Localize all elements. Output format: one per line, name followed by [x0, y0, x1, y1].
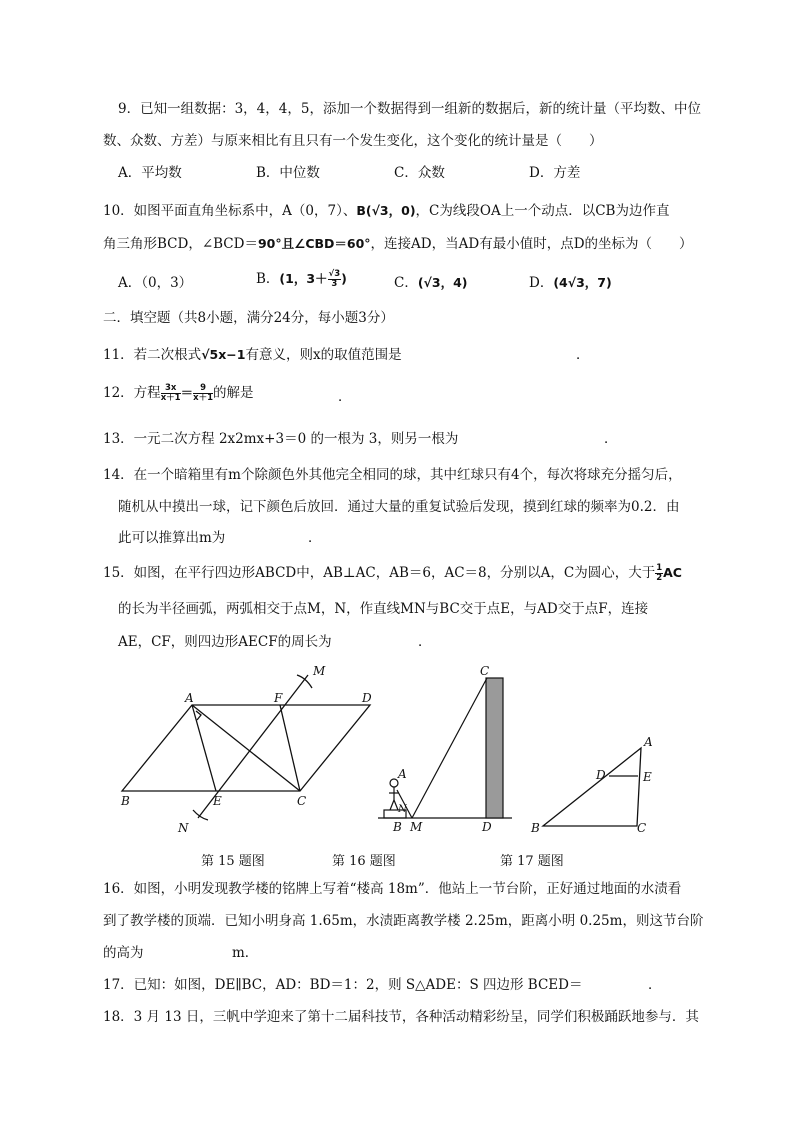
q10-line1-text: 10．如图平面直角坐标系中，A（0，7）、: [103, 203, 357, 219]
q11-end: ．: [576, 347, 590, 363]
q12-text: 12．方程: [103, 385, 161, 401]
fig15-diagram: [122, 675, 370, 820]
q10-line1-text2: ，C为线段OA上一个动点．以CB为边作直: [415, 203, 670, 219]
fig15-label-d: D: [362, 691, 372, 705]
fig17-label-e: E: [643, 770, 652, 784]
q17-line: 17．已知：如图，DE∥BC，AD：BD＝1：2，则 S△ADE：S 四边形 BCED＝: [103, 977, 583, 993]
fig16-person-leg1: [390, 800, 394, 810]
q15-frac-den: 2: [656, 573, 663, 583]
fig17-caption: 第 17 题图: [500, 854, 564, 869]
q10-option-a: A．（0，3）: [118, 275, 193, 291]
fig17-label-b: B: [531, 821, 540, 835]
fig16-label-m: M: [410, 820, 423, 834]
fig16-label-c: C: [480, 664, 490, 678]
q15-ac: AC: [663, 565, 682, 580]
q12-text2: 的解是: [213, 385, 254, 401]
q10-point-b: B(√3，0): [356, 203, 416, 218]
q9-line2: 数、众数、方差）与原来相比有且只有一个发生变化，这个变化的统计量是（ ）: [103, 133, 603, 149]
q13-end: ．: [604, 431, 618, 447]
q10-option-b-value: (1，3＋: [279, 271, 328, 286]
fig17-labels: [530, 735, 653, 835]
fig17-label-d: D: [596, 768, 606, 782]
q10-frac-num: √3: [328, 269, 341, 279]
q14-line2: 随机从中摸出一球，记下颜色后放回．通过大量的重复试验后发现，摸到红球的频率为0.2．由: [118, 499, 680, 515]
fig16-diagram: [378, 678, 512, 818]
q11-radical: √5x−1: [201, 347, 246, 362]
fig15-label-e: E: [213, 794, 222, 808]
q12-den2: x＋1: [193, 393, 214, 403]
fig17-triangle: [543, 748, 641, 826]
q10-option-b-label: B．: [256, 271, 280, 287]
fig17-diagram: [543, 748, 641, 826]
q14-line1: 14．在一个暗箱里有m个除颜色外其他完全相同的球，其中红球只有4个，每次将球充分摇匀后，: [103, 467, 682, 483]
q16-line2: 到了教学楼的顶端．已知小明身高 1.65m，水渍距离教学楼 2.25m，距离小明 0.25m，则这节台阶: [103, 913, 704, 929]
q12-den1: x＋1: [160, 393, 181, 403]
q12-end: ．: [338, 389, 352, 405]
fig15-caption: 第 15 题图: [201, 854, 265, 869]
fig16-caption: 第 16 题图: [332, 854, 396, 869]
fig17-label-a: A: [644, 735, 653, 749]
q12-num2: 9: [193, 384, 213, 394]
q16-unit: m．: [232, 945, 259, 961]
q10-line2-text: 角三角形BCD，∠BCD＝: [103, 236, 258, 252]
fig16-building: [486, 678, 503, 818]
fig15-ac: [192, 705, 300, 791]
fig15-label-n: N: [178, 821, 189, 835]
fig16-label-d: D: [482, 820, 492, 834]
q9-option-c: C．众数: [394, 165, 445, 181]
q15-end: ．: [418, 634, 432, 650]
fig15-label-a: A: [185, 691, 194, 705]
fig15-label-m: M: [313, 664, 326, 678]
fig16-label-n: N: [398, 804, 407, 815]
q16-line3: 的高为: [103, 945, 144, 961]
q10-line2-text2: ，连接AD，当AD有最小值时，点D的坐标为（ ）: [370, 236, 693, 252]
q15-line2: 的长为半径画弧，两弧相交于点M，N，作直线MN与BC交于点E，与AD交于点F，连接: [118, 601, 649, 617]
fig15-label-f: F: [274, 691, 283, 705]
q17-end: ．: [648, 977, 662, 993]
fig15-label-b: B: [121, 794, 130, 808]
q16-line1: 16．如图，小明发现教学楼的铭牌上写着“楼高 18m”．他站上一节台阶，正好通过地面的水渍看: [103, 881, 682, 897]
q10-option-b-close: ): [341, 271, 347, 286]
q9-line1: 9．已知一组数据：3，4，4，5，添加一个数据得到一组新的数据后，新的统计量（平均数、中位: [118, 101, 701, 117]
q11-text: 11．若二次根式: [103, 347, 202, 363]
q10-option-d-label: D．: [529, 275, 554, 291]
q9-option-a: A．平均数: [118, 165, 182, 181]
q10-option-c-label: C．: [394, 275, 418, 291]
q10-option-c-value: (√3，4): [417, 275, 468, 290]
q18-line: 18．3 月 13 日，三帆中学迎来了第十二届科技节，各种活动精彩纷呈，同学们积极踊跃地参与．其: [103, 1009, 699, 1025]
q10-frac-den: 3: [331, 279, 338, 289]
fig15-label-c: C: [297, 794, 307, 808]
q14-end: ．: [308, 530, 322, 546]
q10-angles: 90°且∠CBD＝60°: [257, 236, 371, 251]
fig16-person-head: [390, 779, 398, 787]
q15-text: 15．如图，在平行四边形ABCD中，AB⊥AC，AB＝6，AC＝8，分别以A，C为圆心，大于: [103, 565, 656, 581]
fig17-label-c: C: [637, 821, 647, 835]
q15-line3: AE，CF，则四边形AECF的周长为: [118, 634, 332, 650]
q9-option-b: B．中位数: [256, 165, 320, 181]
fig16-sightline: [412, 678, 487, 818]
q15-frac-num: 1: [656, 563, 663, 573]
fig15-ae: [192, 705, 216, 791]
q14-line3: 此可以推算出m为: [118, 530, 226, 546]
q9-option-d: D．方差: [529, 165, 581, 181]
q12-num1: 3x: [161, 384, 181, 394]
q12-equals: ＝: [180, 385, 194, 400]
q13-line: 13．一元二次方程 2x2mx+3＝0 的一根为 3，则另一根为: [103, 431, 459, 447]
fig16-label-a: A: [398, 767, 407, 781]
q11-text2: 有意义，则x的取值范围是: [245, 347, 402, 363]
fig16-label-b: B: [393, 820, 402, 834]
q10-option-d-value: (4√3，7): [553, 275, 612, 290]
section-heading: 二．填空题（共8小题，满分24分，每小题3分）: [103, 310, 394, 326]
